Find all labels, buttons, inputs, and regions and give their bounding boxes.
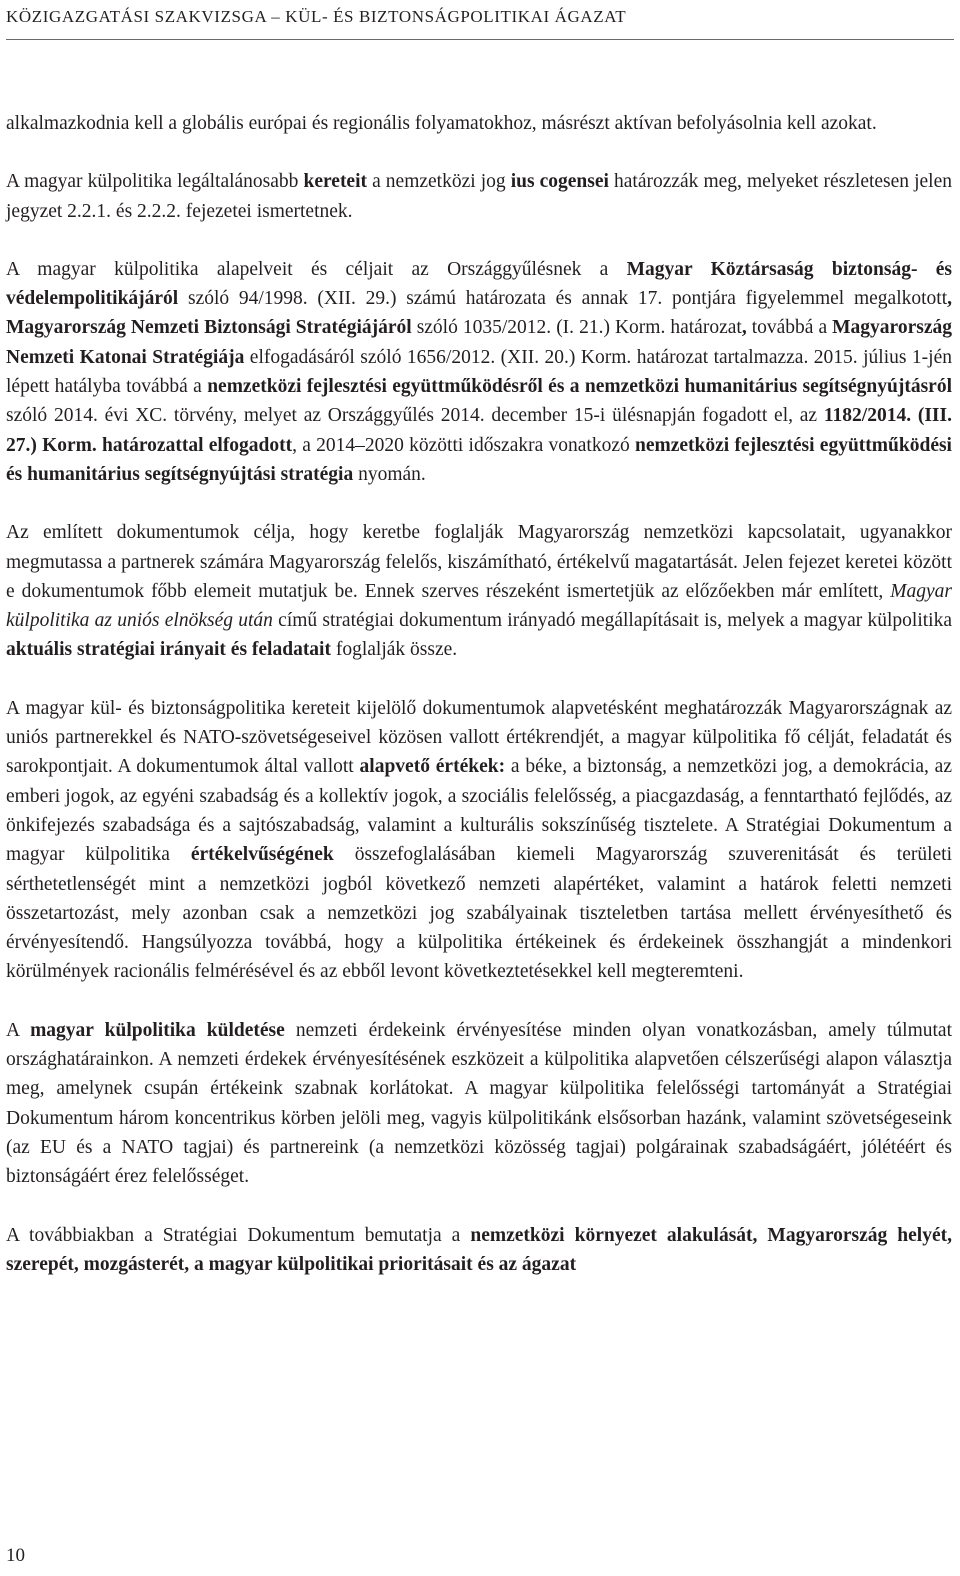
text-run: , <box>741 317 747 339</box>
text-run: határozzák meg, melyeket részletesen jelen jegyzet 2.2.1. és 2.2.2. fejezetei ismertetnek. <box>6 171 953 222</box>
text-run: ius cogensei <box>510 171 609 193</box>
text-run: A <box>6 1019 31 1041</box>
text-run: A magyar kül- és biztonságpolitika kereteit kijelölő dokumentumok alapvetésként meghatározzák Magyarországnak az uniós partnerekkel és NATO-szövetségeseivel közösen vallott értékrendjét, a magyar külpolitika fő célját, feladatát és sarokpontjait. A dokumentumok által vallott <box>6 697 952 778</box>
text-run: kereteit <box>303 171 368 193</box>
paragraph-3 <box>6 255 952 489</box>
paragraph-1 <box>6 109 952 138</box>
paragraph-5 <box>6 694 952 987</box>
text-run: Magyarország Nemzeti Katonai Stratégiája <box>6 317 952 368</box>
text-run: alkalmazkodnia kell a globális európai és regionális folyamatokhoz, másrészt aktívan befolyásolnia kell azokat. <box>6 113 877 134</box>
paragraph-4 <box>6 518 952 664</box>
paragraph-6 <box>6 1016 952 1192</box>
text-run: foglalják össze. <box>330 639 458 661</box>
text-run: nemzetközi környezet alakulását, Magyarország helyét, szerepét, mozgásterét, a magyar külpolitikai prioritásait és az ágazat <box>6 1224 952 1275</box>
text-run: Magyar külpolitika az uniós elnökség után <box>6 580 952 632</box>
text-run: szóló 1035/2012. (I. 21.) Korm. határozat <box>411 317 742 339</box>
text-run: továbbá a <box>746 317 833 339</box>
text-run: című stratégiai dokumentum irányadó megállapításait is, melyek a magyar külpolitika <box>272 610 952 632</box>
text-run: elfogadásáról szóló 1656/2012. (XII. 20.) Korm. határozat tartalmazza. 2015. július 1-jén lépett hatályba továbbá a <box>6 346 952 398</box>
running-header <box>6 4 954 40</box>
text-run: A magyar külpolitika legáltalánosabb <box>6 171 304 193</box>
text-run: A magyar külpolitika alapelveit és céljait az Országgyűlésnek a <box>6 258 627 280</box>
text-run: szóló 94/1998. (XII. 29.) számú határozata és annak 17. pontjára figyelemmel megalkotott <box>178 288 948 310</box>
text-run: , a 2014–2020 közötti időszakra vonatkozó <box>292 434 635 456</box>
text-run: aktuális stratégiai irányait és feladatait <box>6 639 331 661</box>
text-run: értékelvűségének <box>190 844 334 866</box>
text-run: Az említett dokumentumok célja, hogy keretbe foglalják Magyarország nemzetközi kapcsolatait, ugyanakkor megmutassa a partnerek számára Magyarország felelős, kiszámítható, értékelvű magatartását. Jelen fejezet keretei között e dokumentumok főbb elemeit mutatjuk be. Ennek szerves részeként ismertetjük az előzőekben már említett, <box>6 522 952 602</box>
text-run: , Magyarország Nemzeti Biztonsági Stratégiájáról <box>6 288 952 339</box>
text-run: nemzeti érdekeink érvényesítése minden olyan vonatkozásban, amely túlmutat országhatárainkon. A nemzeti érdekek érvényesítésének eszközeit a külpolitika alapvetően célszerűségi alapon választja meg, amelynek csupán értékeink szabnak korlátokat. A magyar külpolitika felelősségi tartományát a Stratégiai Dokumentum három koncentrikus körben jelöli meg, vagyis külpolitikánk elsősorban hazánk, valamint szövetségeseink (az EU és a NATO tagjai) és partnereink (a nemzetközi közösség tagjai) polgárainak szabadságáért, jólétéért és biztonságáért érez felelősséget. <box>6 1019 952 1188</box>
text-run: a béke, a biztonság, a nemzetközi jog, a demokrácia, az emberi jogok, az egyéni szabadság és a kollektív jogok, a szociális felelősség, a piacgazdaság, a fenntartható fejlődés, az önkifejezés szabadsága és a sajtószabadság, valamint a kulturális sokszínűség tisztelete. A Stratégiai Dokumentum a magyar külpolitika <box>6 756 952 866</box>
page-number: 10 <box>6 1545 25 1566</box>
text-run: nemzetközi fejlesztési együttműködési és humanitárius segítségnyújtási stratégia <box>6 434 952 485</box>
text-run: szóló 2014. évi XC. törvény, melyet az Országgyűlés 2014. december 15-i ülésnapján fogadott el, az <box>6 405 824 427</box>
text-run: összefoglalásában kiemeli Magyarország szuverenitását és területi sérthetetlenségét mint a nemzetközi jogból következő nemzeti alapértéket, valamint a határok feletti nemzeti összetartozást, mely azonban csak a nemzetközi jog szabályainak tiszteletben tartása mellett érvényesíthető és érvényesítendő. Hangsúlyozza továbbá, hogy a külpolitika értékeinek és érdekeinek összhangját a mindenkori körülmények racionális felmérésével és az ebből levont következtetésekkel kell megteremteni. <box>6 844 952 983</box>
text-run: alapvető értékek: <box>359 756 506 778</box>
document-body <box>6 109 952 1308</box>
header-title: KÖZIGAZGATÁSI SZAKVIZSGA – KÜL- ÉS BIZTONSÁGPOLITIKAI ÁGAZAT <box>6 7 627 26</box>
text-run: Magyar Köztársaság biztonság- és védelempolitikájáról <box>6 258 952 310</box>
text-run: A továbbiakban a Stratégiai Dokumentum bemutatja a <box>6 1224 471 1246</box>
paragraph-7 <box>6 1221 952 1280</box>
text-run: nemzetközi fejlesztési együttműködésről és a nemzetközi humanitárius segítségnyújtásról <box>207 376 952 398</box>
text-run: 1182/2014. (III. 27.) Korm. határozattal elfogadott <box>6 405 952 456</box>
paragraph-2 <box>6 167 952 226</box>
text-run: a nemzetközi jog <box>367 171 511 193</box>
text-run: magyar külpolitika küldetése <box>30 1019 285 1041</box>
text-run: nyomán. <box>353 463 426 485</box>
